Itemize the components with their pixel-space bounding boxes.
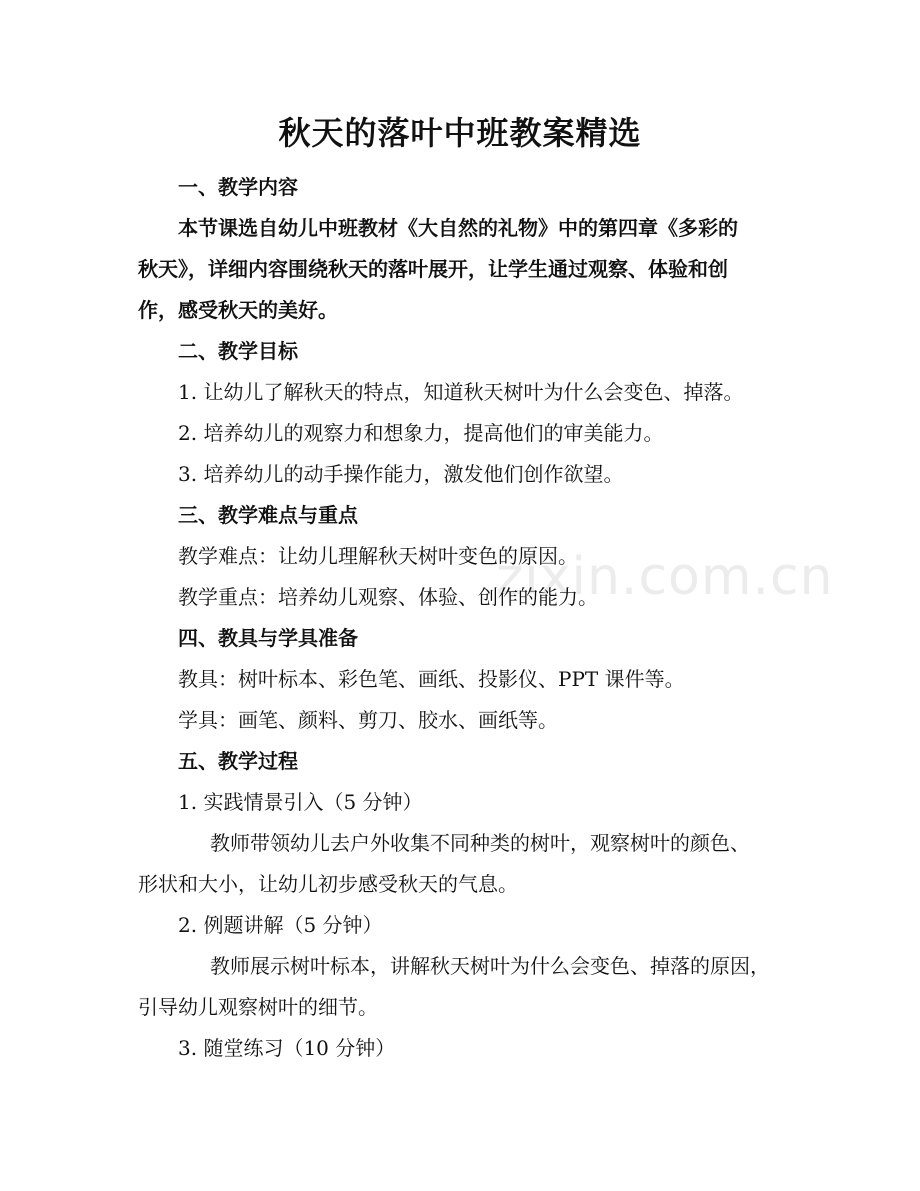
document-title: 秋天的落叶中班教案精选 (278, 114, 642, 152)
objective-item-2: 2. 培养幼儿的观察力和想象力，提高他们的审美能力。 (178, 421, 664, 445)
process-step-3-heading: 3. 随堂练习（10 分钟） (178, 1036, 396, 1060)
section-heading-content: 一、教学内容 (178, 175, 298, 199)
process-step-1-text-line-2: 形状和大小，让幼儿初步感受秋天的气息。 (138, 872, 518, 896)
watermark: zixin.com.cn (496, 547, 834, 607)
process-step-2-text-line-2: 引导幼儿观察树叶的细节。 (138, 995, 378, 1019)
content-paragraph-line-1: 本节课选自幼儿中班教材《大自然的礼物》中的第四章《多彩的 (178, 216, 738, 240)
section-heading-process: 五、教学过程 (178, 749, 298, 773)
section-heading-objectives: 二、教学目标 (178, 339, 298, 363)
teacher-materials: 教具：树叶标本、彩色笔、画纸、投影仪、PPT 课件等。 (178, 667, 685, 691)
section-heading-materials: 四、教具与学具准备 (178, 626, 358, 650)
key-point: 教学重点：培养幼儿观察、体验、创作的能力。 (178, 585, 598, 609)
process-step-2-heading: 2. 例题讲解（5 分钟） (178, 913, 383, 937)
content-paragraph-line-3: 作，感受秋天的美好。 (138, 298, 338, 322)
objective-item-3: 3. 培养幼儿的动手操作能力，激发他们创作欲望。 (178, 462, 624, 486)
process-step-1-heading: 1. 实践情景引入（5 分钟） (178, 790, 423, 814)
section-heading-key-points: 三、教学难点与重点 (178, 503, 358, 527)
process-step-2-text-line-1: 教师展示树叶标本，讲解秋天树叶为什么会变色、掉落的原因， (210, 954, 770, 978)
student-materials: 学具：画笔、颜料、剪刀、胶水、画纸等。 (178, 708, 558, 732)
difficulty-point: 教学难点：让幼儿理解秋天树叶变色的原因。 (178, 544, 578, 568)
content-paragraph-line-2: 秋天》，详细内容围绕秋天的落叶展开，让学生通过观察、体验和创 (138, 257, 728, 281)
objective-item-1: 1. 让幼儿了解秋天的特点，知道秋天树叶为什么会变色、掉落。 (178, 380, 744, 404)
process-step-1-text-line-1: 教师带领幼儿去户外收集不同种类的树叶，观察树叶的颜色、 (210, 831, 750, 855)
